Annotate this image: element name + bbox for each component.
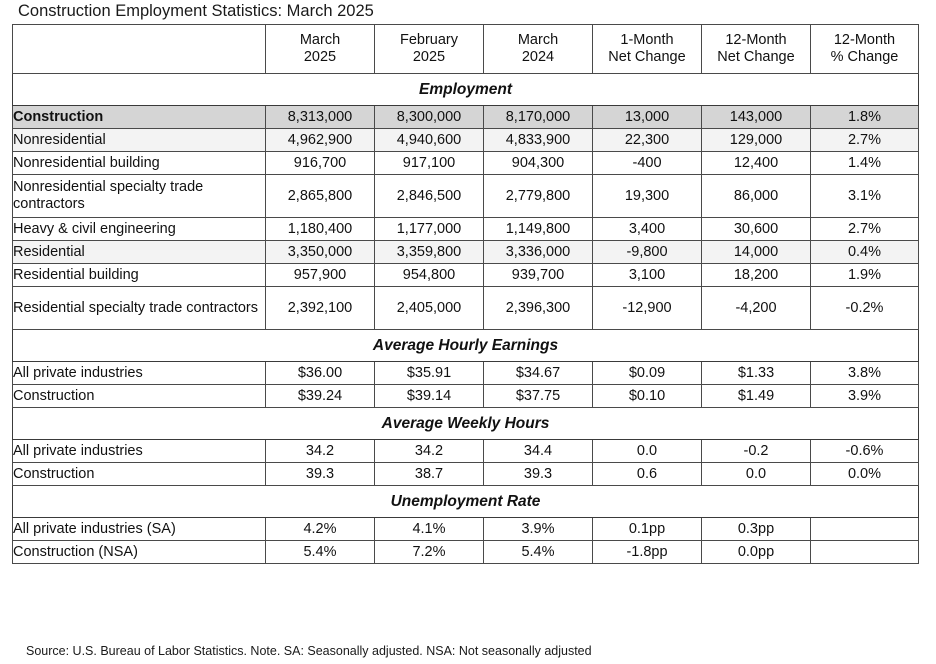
- row-label: All private industries: [13, 440, 266, 463]
- blocked-cell: [811, 518, 919, 541]
- table-row: [13, 175, 919, 218]
- column-header-3: [484, 25, 593, 74]
- data-cell: 1,180,400: [266, 218, 375, 241]
- data-cell: $37.75: [484, 385, 593, 408]
- data-cell: 954,800: [375, 264, 484, 287]
- row-label: Construction: [13, 463, 266, 486]
- data-cell: 0.6: [593, 463, 702, 486]
- data-cell: 7.2%: [375, 541, 484, 564]
- data-cell: 0.0: [702, 463, 811, 486]
- blocked-cell: [811, 541, 919, 564]
- column-header-line1: 1-Month: [620, 32, 674, 48]
- data-cell: 0.1pp: [593, 518, 702, 541]
- data-cell: 3,336,000: [484, 241, 593, 264]
- column-header-line2: Net Change: [608, 49, 686, 65]
- data-cell: 86,000: [702, 175, 811, 218]
- data-cell: 1.4%: [811, 152, 919, 175]
- data-cell: 19,300: [593, 175, 702, 218]
- table-row: [13, 287, 919, 330]
- construction-employment-statistics-table: [12, 24, 919, 564]
- data-cell: 2.7%: [811, 218, 919, 241]
- statistics-table-container: [12, 24, 918, 564]
- table-row: [13, 541, 919, 564]
- data-cell: $39.14: [375, 385, 484, 408]
- row-label: Construction: [13, 106, 266, 129]
- data-cell: 1.8%: [811, 106, 919, 129]
- data-cell: -0.2%: [811, 287, 919, 330]
- table-row: [13, 218, 919, 241]
- data-cell: 904,300: [484, 152, 593, 175]
- data-cell: 0.0: [593, 440, 702, 463]
- row-label: Nonresidential specialty trade contractors: [13, 175, 266, 218]
- data-cell: 4,962,900: [266, 129, 375, 152]
- data-cell: 143,000: [702, 106, 811, 129]
- data-cell: 4.2%: [266, 518, 375, 541]
- column-header-line1: 12-Month: [725, 32, 787, 48]
- column-header-2: [375, 25, 484, 74]
- section-title: Average Weekly Hours: [13, 408, 919, 440]
- data-cell: $0.10: [593, 385, 702, 408]
- data-cell: 2.7%: [811, 129, 919, 152]
- table-row: [13, 518, 919, 541]
- data-cell: 4.1%: [375, 518, 484, 541]
- data-cell: 2,865,800: [266, 175, 375, 218]
- data-cell: $34.67: [484, 362, 593, 385]
- data-cell: 8,170,000: [484, 106, 593, 129]
- data-cell: 8,313,000: [266, 106, 375, 129]
- data-cell: 2,392,100: [266, 287, 375, 330]
- data-cell: $1.33: [702, 362, 811, 385]
- row-label: Construction: [13, 385, 266, 408]
- table-row: [13, 241, 919, 264]
- section-title: Unemployment Rate: [13, 486, 919, 518]
- column-header-4: [593, 25, 702, 74]
- data-cell: -0.6%: [811, 440, 919, 463]
- data-cell: 2,779,800: [484, 175, 593, 218]
- column-header-line2: 2025: [412, 49, 446, 65]
- section-title: Employment: [13, 74, 919, 106]
- data-cell: 3.8%: [811, 362, 919, 385]
- row-label: Construction (NSA): [13, 541, 266, 564]
- page-title: Construction Employment Statistics: March 2025: [18, 2, 374, 20]
- data-cell: 4,833,900: [484, 129, 593, 152]
- column-header-line1: March: [299, 32, 341, 48]
- data-cell: 18,200: [702, 264, 811, 287]
- data-cell: $1.49: [702, 385, 811, 408]
- data-cell: -1.8pp: [593, 541, 702, 564]
- data-cell: 34.2: [375, 440, 484, 463]
- column-header-line1: February: [399, 32, 459, 48]
- data-cell: 4,940,600: [375, 129, 484, 152]
- table-header-row: [13, 25, 919, 74]
- column-header-line2: 2025: [303, 49, 337, 65]
- data-cell: 5.4%: [266, 541, 375, 564]
- section-title: Average Hourly Earnings: [13, 330, 919, 362]
- table-row: [13, 152, 919, 175]
- data-cell: 2,846,500: [375, 175, 484, 218]
- column-header-line2: % Change: [830, 49, 899, 65]
- row-label: Nonresidential building: [13, 152, 266, 175]
- data-cell: 3.9%: [484, 518, 593, 541]
- data-cell: 3.1%: [811, 175, 919, 218]
- data-cell: -9,800: [593, 241, 702, 264]
- data-cell: 14,000: [702, 241, 811, 264]
- data-cell: 38.7: [375, 463, 484, 486]
- data-cell: 2,396,300: [484, 287, 593, 330]
- data-cell: 0.3pp: [702, 518, 811, 541]
- table-row: [13, 129, 919, 152]
- table-row: [13, 463, 919, 486]
- column-header-line1: March: [517, 32, 559, 48]
- data-cell: 1,177,000: [375, 218, 484, 241]
- table-row: [13, 362, 919, 385]
- data-cell: 2,405,000: [375, 287, 484, 330]
- source-note: Source: U.S. Bureau of Labor Statistics. Note. SA: Seasonally adjusted. NSA: Not seasonally adjusted: [26, 644, 592, 658]
- data-cell: 916,700: [266, 152, 375, 175]
- data-cell: 13,000: [593, 106, 702, 129]
- data-cell: 5.4%: [484, 541, 593, 564]
- data-cell: -12,900: [593, 287, 702, 330]
- row-label: All private industries (SA): [13, 518, 266, 541]
- data-cell: 3,400: [593, 218, 702, 241]
- data-cell: 957,900: [266, 264, 375, 287]
- table-row: [13, 385, 919, 408]
- column-header-1: [266, 25, 375, 74]
- table-row: [13, 106, 919, 129]
- data-cell: 3,359,800: [375, 241, 484, 264]
- data-cell: 1.9%: [811, 264, 919, 287]
- data-cell: 22,300: [593, 129, 702, 152]
- section-header-row: [13, 486, 919, 518]
- data-cell: $39.24: [266, 385, 375, 408]
- row-label: Nonresidential: [13, 129, 266, 152]
- row-label: Residential specialty trade contractors: [13, 287, 266, 330]
- table-row: [13, 440, 919, 463]
- data-cell: -400: [593, 152, 702, 175]
- data-cell: 917,100: [375, 152, 484, 175]
- column-header-line1: 12-Month: [833, 32, 896, 48]
- column-header-line2: 2024: [521, 49, 555, 65]
- data-cell: 39.3: [484, 463, 593, 486]
- row-label: Heavy & civil engineering: [13, 218, 266, 241]
- data-cell: $35.91: [375, 362, 484, 385]
- row-label: Residential: [13, 241, 266, 264]
- column-header-line2: Net Change: [717, 49, 795, 65]
- data-cell: $36.00: [266, 362, 375, 385]
- row-label: Residential building: [13, 264, 266, 287]
- data-cell: 3,350,000: [266, 241, 375, 264]
- data-cell: -0.2: [702, 440, 811, 463]
- data-cell: 34.2: [266, 440, 375, 463]
- data-cell: 939,700: [484, 264, 593, 287]
- data-cell: $0.09: [593, 362, 702, 385]
- data-cell: 34.4: [484, 440, 593, 463]
- data-cell: 0.0%: [811, 463, 919, 486]
- data-cell: 0.4%: [811, 241, 919, 264]
- data-cell: 39.3: [266, 463, 375, 486]
- data-cell: 3.9%: [811, 385, 919, 408]
- data-cell: 8,300,000: [375, 106, 484, 129]
- data-cell: 0.0pp: [702, 541, 811, 564]
- data-cell: -4,200: [702, 287, 811, 330]
- column-header-5: [702, 25, 811, 74]
- data-cell: 1,149,800: [484, 218, 593, 241]
- data-cell: 129,000: [702, 129, 811, 152]
- table-row: [13, 264, 919, 287]
- row-label: All private industries: [13, 362, 266, 385]
- data-cell: 12,400: [702, 152, 811, 175]
- section-header-row: [13, 330, 919, 362]
- section-header-row: [13, 408, 919, 440]
- data-cell: 3,100: [593, 264, 702, 287]
- column-header-label: [13, 25, 266, 74]
- column-header-6: [811, 25, 919, 74]
- section-header-row: [13, 74, 919, 106]
- data-cell: 30,600: [702, 218, 811, 241]
